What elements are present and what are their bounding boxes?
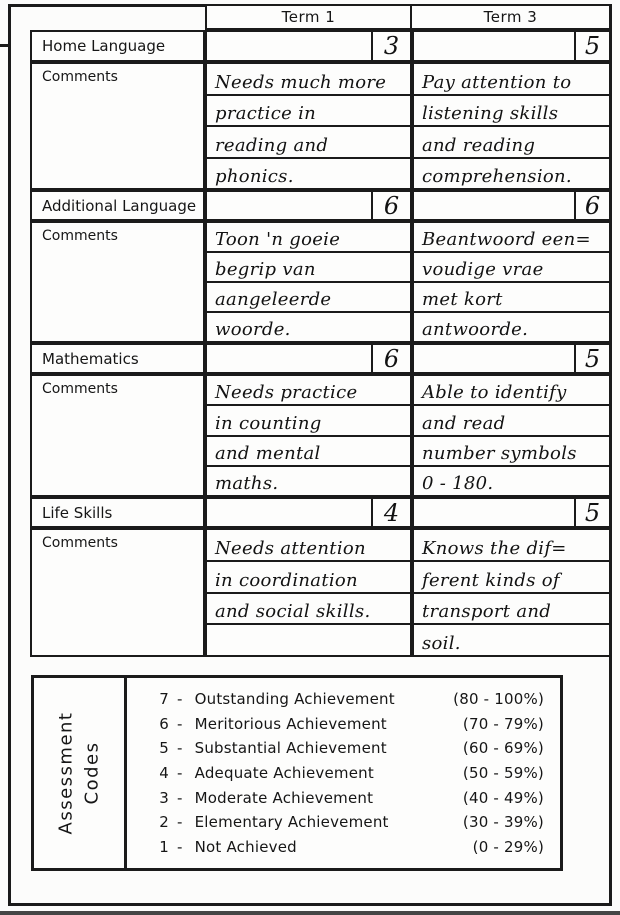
code-percentage-range: (60 - 69%) <box>462 739 544 758</box>
comment-line: maths. <box>215 473 279 494</box>
code-number: 7 <box>159 690 169 709</box>
comment-line: number symbols <box>414 437 609 467</box>
term3-mark-cell <box>412 30 611 62</box>
code-separator: - <box>177 813 183 832</box>
code-separator: - <box>177 763 183 782</box>
comment-line: 0 - 180. <box>422 473 494 494</box>
subject-name: Mathematics <box>30 343 205 374</box>
subject-name: Home Language <box>30 30 205 62</box>
code-row <box>127 764 544 782</box>
term1-mark-cell <box>205 497 412 528</box>
code-number: 5 <box>159 739 169 758</box>
comment-line: in coordination <box>207 562 410 594</box>
comment-line: and mental <box>207 437 410 467</box>
comment-line: begrip van <box>207 253 410 283</box>
subject-name: Life Skills <box>30 497 205 528</box>
term3-comment-cell <box>412 374 611 497</box>
term1-mark-value: 3 <box>383 32 400 60</box>
term1-comment-cell <box>205 62 412 190</box>
term3-mark-cell <box>412 497 611 528</box>
code-number: 6 <box>159 714 169 733</box>
code-percentage-range: (50 - 59%) <box>462 763 544 782</box>
comment-line: Needs practice <box>207 376 410 406</box>
subject-name: Additional Language <box>30 190 205 221</box>
code-row <box>127 715 544 733</box>
code-row <box>127 690 544 708</box>
term1-mark-cell <box>205 30 412 62</box>
column-header-term1: Term 1 <box>205 4 412 30</box>
code-separator: - <box>177 714 183 733</box>
comments-row-mathematics <box>30 374 611 497</box>
code-row <box>127 838 544 856</box>
comments-label: Comments <box>30 62 205 190</box>
scan-artifact-tick <box>0 44 10 47</box>
code-row <box>127 789 544 807</box>
code-number: 2 <box>159 813 169 832</box>
term3-mark-box <box>574 499 609 526</box>
comment-line: aangeleerde <box>207 283 410 313</box>
term1-mark-value: 6 <box>383 191 400 220</box>
code-number: 4 <box>159 763 169 782</box>
term3-mark-box <box>574 192 609 219</box>
comment-line: practice in <box>207 96 410 128</box>
comment-line: reading and <box>207 127 410 159</box>
term1-mark-value: 6 <box>383 344 400 373</box>
scanner-edge-bar <box>0 911 620 915</box>
comment-line: transport and <box>414 594 609 626</box>
comment-line: phonics. <box>215 166 294 187</box>
subject-row-additional-language <box>30 190 611 221</box>
code-separator: - <box>177 788 183 807</box>
code-number: 1 <box>159 837 169 856</box>
term1-mark-value: 4 <box>383 498 400 527</box>
comment-line: Able to identify <box>414 376 609 406</box>
comment-line: met kort <box>414 283 609 313</box>
comments-label: Comments <box>30 221 205 343</box>
comment-line: listening skills <box>414 96 609 128</box>
comment-line: woorde. <box>215 319 291 340</box>
code-percentage-range: (30 - 39%) <box>462 813 544 832</box>
term1-comment-cell <box>205 528 412 657</box>
term1-mark-cell <box>205 190 412 221</box>
comment-line: soil. <box>422 633 461 654</box>
comment-line: Pay attention to <box>414 64 609 96</box>
code-percentage-range: (80 - 100%) <box>453 690 544 709</box>
comment-line: and reading <box>414 127 609 159</box>
code-description: Elementary Achievement <box>194 813 389 832</box>
comment-line: Needs much more <box>207 64 410 96</box>
assessment-codes-title <box>53 712 105 835</box>
marks-table <box>30 4 611 657</box>
code-separator: - <box>177 690 183 709</box>
term3-comment-cell <box>412 62 611 190</box>
term1-comment-cell <box>205 221 412 343</box>
comment-line: Knows the dif= <box>414 530 609 562</box>
comment-line: antwoorde. <box>422 319 529 340</box>
comments-row-home-language <box>30 62 611 190</box>
term3-comment-cell <box>412 221 611 343</box>
comments-row-additional-language <box>30 221 611 343</box>
term3-mark-value: 5 <box>584 32 601 60</box>
term3-mark-value: 5 <box>584 498 601 527</box>
column-header-term3: Term 3 <box>410 4 611 30</box>
comment-line: and social skills. <box>207 594 410 626</box>
subject-row-home-language <box>30 30 611 62</box>
comment-line: Beantwoord een= <box>414 223 609 253</box>
term1-mark-box <box>371 32 410 60</box>
comment-line: in counting <box>207 406 410 436</box>
code-percentage-range: (70 - 79%) <box>462 714 544 733</box>
term3-mark-value: 6 <box>584 191 601 220</box>
assessment-codes-box <box>31 675 563 871</box>
term3-mark-value: 5 <box>584 344 601 373</box>
code-description: Adequate Achievement <box>194 763 374 782</box>
assessment-title-line1: Assessment <box>55 711 77 835</box>
comments-label: Comments <box>30 374 205 497</box>
subject-row-life-skills <box>30 497 611 528</box>
code-separator: - <box>177 739 183 758</box>
code-percentage-range: (40 - 49%) <box>462 788 544 807</box>
assessment-codes-title-cell <box>34 678 127 868</box>
code-description: Not Achieved <box>194 837 297 856</box>
code-description: Outstanding Achievement <box>194 690 395 709</box>
code-description: Moderate Achievement <box>194 788 374 807</box>
comments-label: Comments <box>30 528 205 657</box>
term1-comment-cell <box>205 374 412 497</box>
term1-mark-box <box>371 345 410 372</box>
code-description: Substantial Achievement <box>194 739 387 758</box>
code-separator: - <box>177 837 183 856</box>
assessment-title-line2: Codes <box>81 741 103 805</box>
term3-mark-cell <box>412 343 611 374</box>
comment-line: and read <box>414 406 609 436</box>
comment-line: voudige vrae <box>414 253 609 283</box>
term3-mark-cell <box>412 190 611 221</box>
comment-line: ferent kinds of <box>414 562 609 594</box>
term1-mark-box <box>371 192 410 219</box>
code-description: Meritorious Achievement <box>194 714 387 733</box>
subject-row-mathematics <box>30 343 611 374</box>
code-number: 3 <box>159 788 169 807</box>
code-row <box>127 813 544 831</box>
code-row <box>127 739 544 757</box>
term3-mark-box <box>574 345 609 372</box>
term1-mark-cell <box>205 343 412 374</box>
term3-comment-cell <box>412 528 611 657</box>
comment-line <box>207 625 410 655</box>
comment-line: Toon 'n goeie <box>207 223 410 253</box>
term1-mark-box <box>371 499 410 526</box>
assessment-codes-list <box>127 678 560 868</box>
code-percentage-range: (0 - 29%) <box>472 837 544 856</box>
term3-mark-box <box>574 32 609 60</box>
comment-line: comprehension. <box>422 166 572 187</box>
comments-row-life-skills <box>30 528 611 657</box>
comment-line: Needs attention <box>207 530 410 562</box>
